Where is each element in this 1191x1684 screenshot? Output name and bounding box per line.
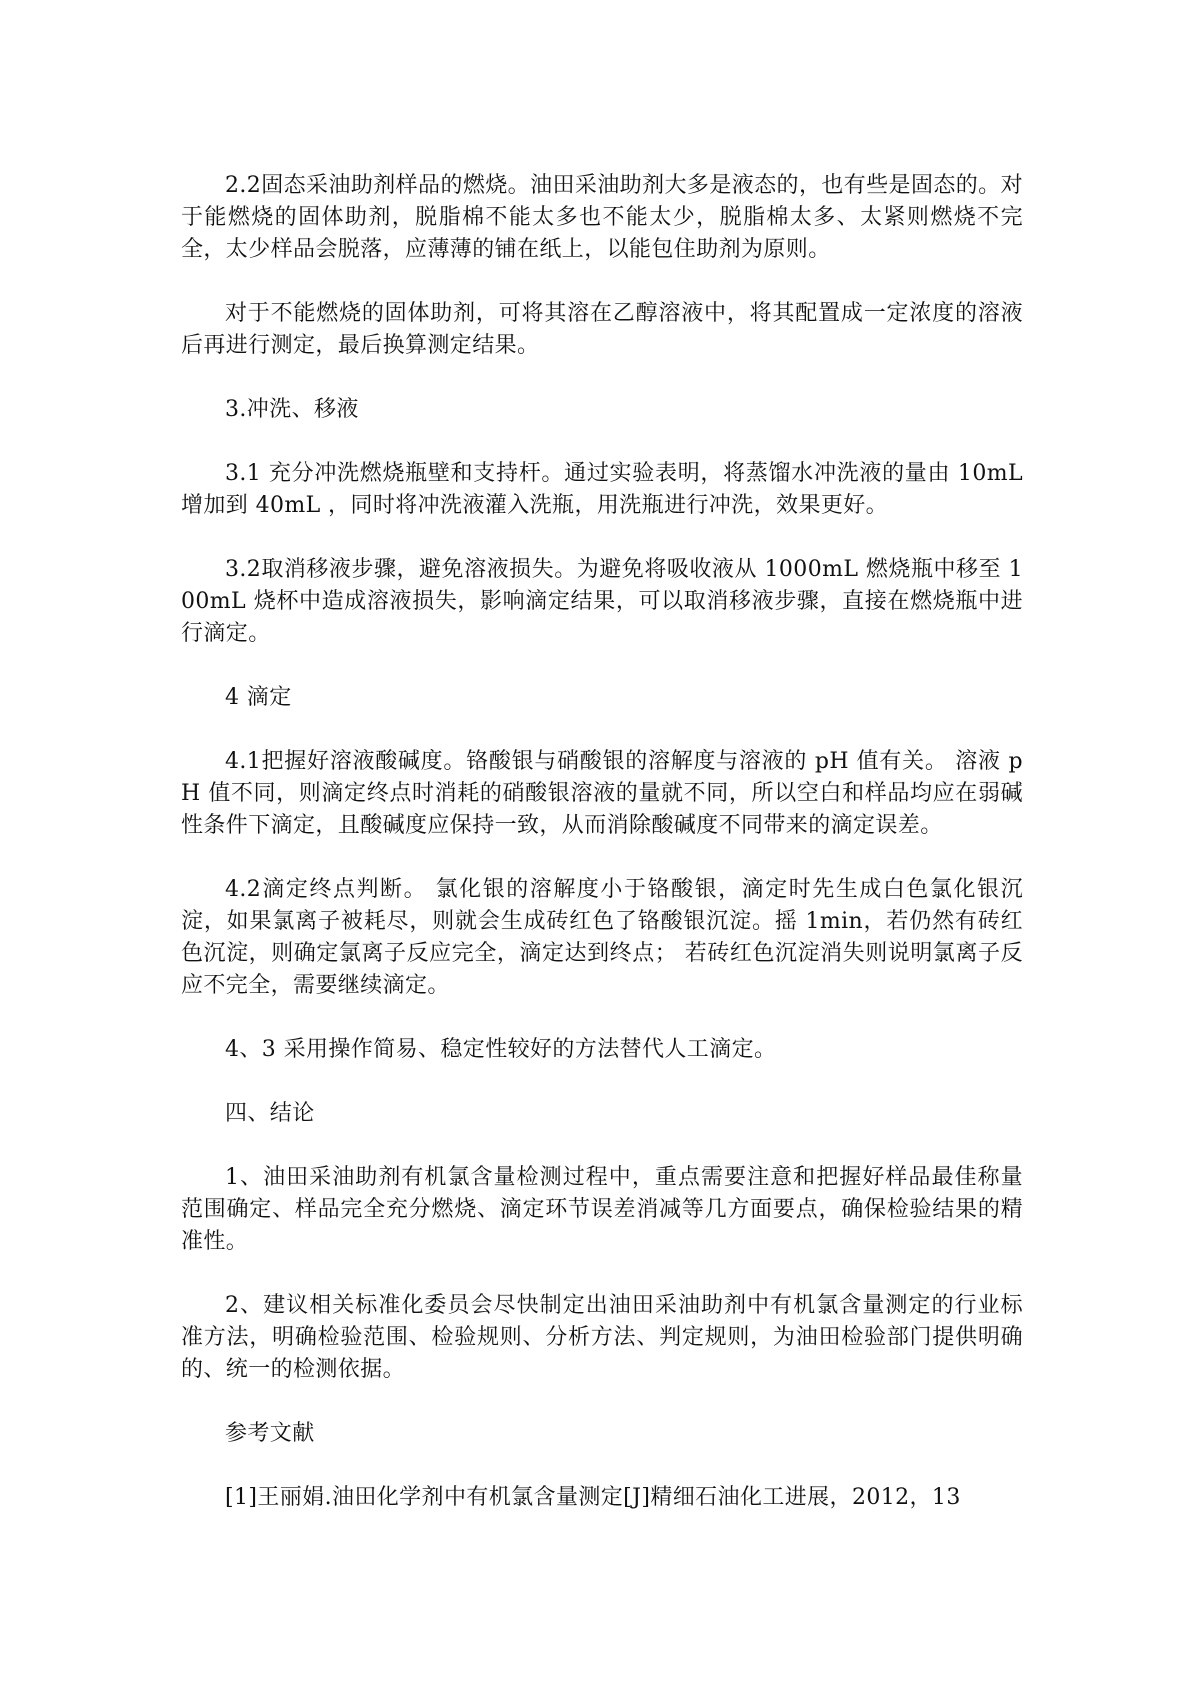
paragraph-acidity-control: 4.1把握好溶液酸碱度。铬酸银与硝酸银的溶解度与溶液的 pH 值有关。 溶液 pH 值不同，则滴定终点时消耗的硝酸银溶液的量就不同，所以空白和样品均应在弱碱性条件下滴定，且酸碱度应保持一致，从而消除酸碱度不同带来的滴定误差。 xyxy=(181,749,1023,838)
document-body xyxy=(181,170,1023,1514)
paragraph-conclusion-1: 1、油田采油助剂有机氯含量检测过程中，重点需要注意和把握好样品最佳称量范围确定、样品完全充分燃烧、滴定环节误差消减等几方面要点，确保检验结果的精准性。 xyxy=(181,1165,1023,1254)
section-heading-rinse-transfer: 3.冲洗、移液 xyxy=(225,397,359,422)
reference-item-1: [1]王丽娟.油田化学剂中有机氯含量测定[J]精细石油化工进展，2012，13 xyxy=(225,1485,961,1510)
paragraph-rinse-flask: 3.1 充分冲洗燃烧瓶壁和支持杆。通过实验表明，将蒸馏水冲洗液的量由 10mL 增加到 40mL ，同时将冲洗液灌入洗瓶，用洗瓶进行冲洗，效果更好。 xyxy=(181,461,1023,518)
paragraph-conclusion-2: 2、建议相关标准化委员会尽快制定出油田采油助剂中有机氯含量测定的行业标准方法，明确检验范围、检验规则、分析方法、判定规则，为油田检验部门提供明确的、统一的检测依据。 xyxy=(181,1293,1023,1382)
section-heading-conclusion: 四、结论 xyxy=(225,1101,315,1126)
paragraph-solid-sample-combustion: 2.2固态采油助剂样品的燃烧。油田采油助剂大多是液态的，也有些是固态的。对于能燃烧的固体助剂，脱脂棉不能太多也不能太少，脱脂棉太多、太紧则燃烧不完全，太少样品会脱落，应薄薄的铺在纸上，以能包住助剂为原则。 xyxy=(181,173,1023,262)
paragraph-automated-titration: 4、3 采用操作简易、稳定性较好的方法替代人工滴定。 xyxy=(225,1037,777,1062)
paragraph-endpoint-judgment: 4.2滴定终点判断。 氯化银的溶解度小于铬酸银，滴定时先生成白色氯化银沉淀，如果氯离子被耗尽，则就会生成砖红色了铬酸银沉淀。摇 1min，若仍然有砖红色沉淀，则确定氯离子反应完全，滴定达到终点； 若砖红色沉淀消失则说明氯离子反应不完全，需要继续滴定。 xyxy=(181,877,1023,998)
section-heading-references: 参考文献 xyxy=(225,1421,315,1446)
paragraph-nonburning-solid: 对于不能燃烧的固体助剂，可将其溶在乙醇溶液中，将其配置成一定浓度的溶液后再进行测定，最后换算测定结果。 xyxy=(181,301,1023,358)
paragraph-cancel-transfer: 3.2取消移液步骤，避免溶液损失。为避免将吸收液从 1000mL 燃烧瓶中移至 100mL 烧杯中造成溶液损失，影响滴定结果，可以取消移液步骤，直接在燃烧瓶中进行滴定。 xyxy=(181,557,1023,646)
section-heading-titration: 4 滴定 xyxy=(225,685,292,710)
